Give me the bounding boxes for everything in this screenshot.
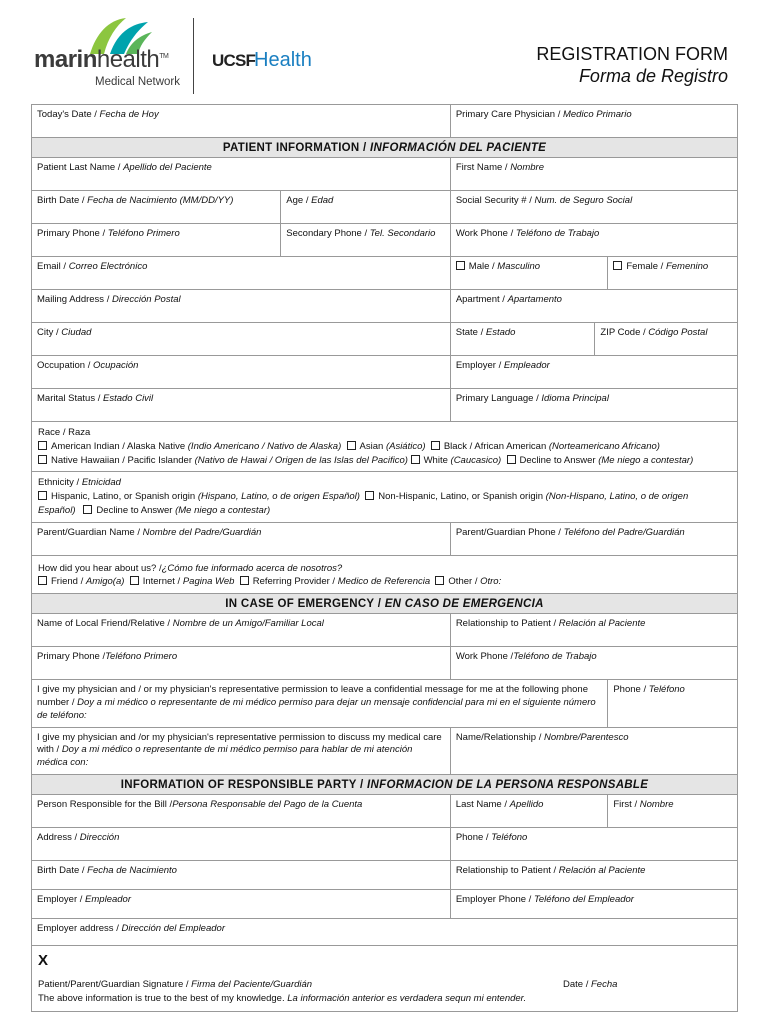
care-name-relationship-field[interactable]: Name/Relationship / Nombre/Parentesco bbox=[450, 728, 737, 774]
form-row bbox=[32, 679, 737, 726]
race-label: Race / Raza bbox=[38, 427, 91, 438]
guardian-phone-field[interactable]: Parent/Guardian Phone / Teléfono del Padre/Guardián bbox=[450, 523, 737, 555]
emergency-work-phone-field[interactable]: Work Phone /Teléfono de Trabajo bbox=[450, 647, 737, 679]
form-row bbox=[32, 889, 737, 918]
mailing-address-field[interactable]: Mailing Address / Dirección Postal bbox=[37, 294, 181, 305]
form-row bbox=[32, 289, 737, 322]
form-row bbox=[32, 827, 737, 860]
form-row bbox=[32, 794, 737, 827]
male-checkbox[interactable] bbox=[456, 261, 465, 270]
race-black-checkbox[interactable] bbox=[431, 441, 440, 450]
primary-phone-field[interactable]: Primary Phone / Teléfono Primero bbox=[37, 228, 180, 239]
form-row bbox=[32, 646, 737, 679]
signature-line[interactable]: Patient/Parent/Guardian Signature / Firma del Paciente/Guardián Date / Fecha bbox=[38, 978, 618, 990]
female-checkbox[interactable] bbox=[613, 261, 622, 270]
ucsf-logo: UCSF bbox=[212, 51, 256, 70]
referral-provider-checkbox[interactable] bbox=[240, 576, 249, 585]
message-permission-text: I give my physician and / or my physician's representative permission to leave a confidential message for me at the following phone number / Doy a mi médico o representante de mi médico permiso para dejar un mensaje confidencial para mi en el siguiente número de teléfono: bbox=[37, 684, 596, 721]
form-row bbox=[32, 256, 737, 289]
form-title: REGISTRATION FORM bbox=[536, 44, 728, 64]
referral-options: Friend / Amigo(a) Internet / Pagina Web Referring Provider / Medico de Referencia Other / Otro: bbox=[38, 575, 731, 589]
race-options-line-2: Native Hawaiian / Pacific Islander (Nativo de Hawai / Origen de las Islas del Pacifico) White (Caucasico) Decline to Answer (Me niego a contestar) bbox=[38, 454, 731, 468]
ssn-field[interactable]: Social Security # / Num. de Seguro Social bbox=[450, 191, 737, 223]
patient-last-name-field[interactable]: Patient Last Name / Apellido del Paciente bbox=[37, 162, 212, 173]
form-row bbox=[32, 727, 737, 774]
ethnicity-options: Hispanic, Latino, or Spanish origin (Hispano, Latino, o de origen Español) Non-Hispanic, Latino, or Spanish origin (Non-Hispano, Latino, o de origen Español) Decline to Answer (Me niego a contestar) bbox=[38, 491, 689, 516]
race-decline-checkbox[interactable] bbox=[507, 455, 516, 464]
employer-field[interactable]: Employer / Empleador bbox=[450, 356, 737, 388]
marital-status-field[interactable]: Marital Status / Estado Civil bbox=[37, 393, 154, 404]
female-checkbox-cell: Female / Femenino bbox=[607, 257, 737, 289]
ethnicity-label: Ethnicity / Etnicidad bbox=[38, 477, 121, 489]
responsible-party-heading: INFORMATION OF RESPONSIBLE PARTY / INFORMACION DE LA PERSONA RESPONSABLE bbox=[32, 774, 737, 794]
emergency-contact-name-field[interactable]: Name of Local Friend/Relative / Nombre de un Amigo/Familiar Local bbox=[37, 618, 324, 630]
ucsf-health-logo: Health bbox=[254, 49, 312, 71]
form-row bbox=[32, 860, 737, 889]
responsible-birth-date-field[interactable]: Birth Date / Fecha de Nacimiento bbox=[37, 865, 177, 876]
race-ai-checkbox[interactable] bbox=[38, 441, 47, 450]
apartment-field[interactable]: Apartment / Apartamento bbox=[450, 290, 737, 322]
race-white-checkbox[interactable] bbox=[411, 455, 420, 464]
birth-date-field[interactable]: Birth Date / Fecha de Nacimiento (MM/DD/YY) bbox=[37, 195, 234, 206]
brand-name: marinhealth™ bbox=[34, 46, 169, 73]
guardian-name-field[interactable]: Parent/Guardian Name / Nombre del Padre/Guardián bbox=[37, 526, 262, 538]
primary-language-field[interactable]: Primary Language / Idioma Principal bbox=[450, 389, 737, 421]
male-checkbox-cell: Male / Masculino bbox=[450, 257, 608, 289]
signature-x-mark: X bbox=[38, 952, 49, 969]
form-row bbox=[32, 223, 737, 256]
responsible-employer-phone-field[interactable]: Employer Phone / Teléfono del Empleador bbox=[450, 890, 737, 918]
ethnicity-nonhispanic-checkbox[interactable] bbox=[365, 491, 374, 500]
responsible-first-name-field[interactable]: First / Nombre bbox=[607, 795, 737, 827]
emergency-primary-phone-field[interactable]: Primary Phone /Teléfono Primero bbox=[37, 651, 178, 663]
referral-friend-checkbox[interactable] bbox=[38, 576, 47, 585]
registration-form bbox=[31, 104, 738, 1012]
responsible-employer-address-field[interactable]: Employer address / Dirección del Empleador bbox=[37, 923, 225, 934]
ethnicity-hispanic-checkbox[interactable] bbox=[38, 491, 47, 500]
responsible-person-field[interactable]: Person Responsible for the Bill /Persona Responsable del Pago de la Cuenta bbox=[37, 799, 363, 810]
form-row bbox=[32, 918, 737, 945]
form-row bbox=[32, 522, 737, 555]
email-field[interactable]: Email / Correo Electrónico bbox=[37, 261, 148, 272]
referral-question: How did you hear about us? /¿Cómo fue informado acerca de nosotros? bbox=[38, 562, 343, 574]
age-field[interactable]: Age / Edad bbox=[280, 191, 450, 223]
responsible-last-name-field[interactable]: Last Name / Apellido bbox=[450, 795, 608, 827]
form-row bbox=[32, 322, 737, 355]
attestation-text: The above information is true to the best of my knowledge. La información anterior es verdadera sequn mi entender. bbox=[38, 992, 527, 1004]
responsible-phone-field[interactable]: Phone / Teléfono bbox=[450, 828, 737, 860]
form-row bbox=[32, 355, 737, 388]
zip-code-field[interactable]: ZIP Code / Código Postal bbox=[594, 323, 737, 355]
ethnicity-decline-checkbox[interactable] bbox=[83, 505, 92, 514]
responsible-employer-field[interactable]: Employer / Empleador bbox=[37, 894, 131, 905]
race-asian-checkbox[interactable] bbox=[347, 441, 356, 450]
message-phone-field[interactable]: Phone / Teléfono bbox=[607, 680, 737, 726]
referral-section bbox=[32, 555, 737, 594]
race-section bbox=[32, 421, 737, 471]
first-name-field[interactable]: First Name / Nombre bbox=[450, 158, 737, 190]
secondary-phone-field[interactable]: Secondary Phone / Tel. Secondario bbox=[280, 224, 450, 256]
todays-date-field[interactable]: Today's Date / Fecha de Hoy bbox=[37, 109, 159, 120]
referral-other-checkbox[interactable] bbox=[435, 576, 444, 585]
responsible-address-field[interactable]: Address / Dirección bbox=[37, 832, 120, 843]
form-subtitle: Forma de Registro bbox=[578, 66, 728, 86]
work-phone-field[interactable]: Work Phone / Teléfono de Trabajo bbox=[450, 224, 737, 256]
responsible-relationship-field[interactable]: Relationship to Patient / Relación al Paciente bbox=[450, 861, 737, 889]
care-permission-text: I give my physician and /or my physician's representative permission to discuss my medical care with / Doy a mi médico o representante de mi médico permiso para hablar de mi atención médica con: bbox=[37, 731, 442, 769]
form-row bbox=[32, 104, 737, 137]
primary-physician-field[interactable]: Primary Care Physician / Medico Primario bbox=[450, 105, 737, 137]
signature-section bbox=[32, 945, 737, 1011]
brand-subtitle: Medical Network bbox=[95, 76, 180, 88]
form-row bbox=[32, 190, 737, 223]
state-field[interactable]: State / Estado bbox=[450, 323, 595, 355]
occupation-field[interactable]: Occupation / Ocupación bbox=[37, 360, 139, 371]
ethnicity-section bbox=[32, 471, 737, 521]
referral-internet-checkbox[interactable] bbox=[130, 576, 139, 585]
form-row bbox=[32, 613, 737, 646]
emergency-relationship-field[interactable]: Relationship to Patient / Relación al Paciente bbox=[450, 614, 737, 646]
form-header bbox=[0, 0, 770, 105]
patient-info-heading: PATIENT INFORMATION / INFORMACIÓN DEL PACIENTE bbox=[32, 137, 737, 157]
race-nh-checkbox[interactable] bbox=[38, 455, 47, 464]
form-row bbox=[32, 388, 737, 421]
form-row bbox=[32, 157, 737, 190]
logo-divider bbox=[193, 18, 194, 94]
signature-date-label[interactable]: Date / Fecha bbox=[563, 978, 618, 990]
race-options-line-1: American Indian / Alaska Native (Indio Americano / Nativo de Alaska) Asian (Asiático) Black / African American (Norteamericano Africano) bbox=[38, 440, 731, 454]
city-field[interactable]: City / Ciudad bbox=[37, 327, 92, 338]
emergency-heading: IN CASE OF EMERGENCY / EN CASO DE EMERGENCIA bbox=[32, 593, 737, 613]
